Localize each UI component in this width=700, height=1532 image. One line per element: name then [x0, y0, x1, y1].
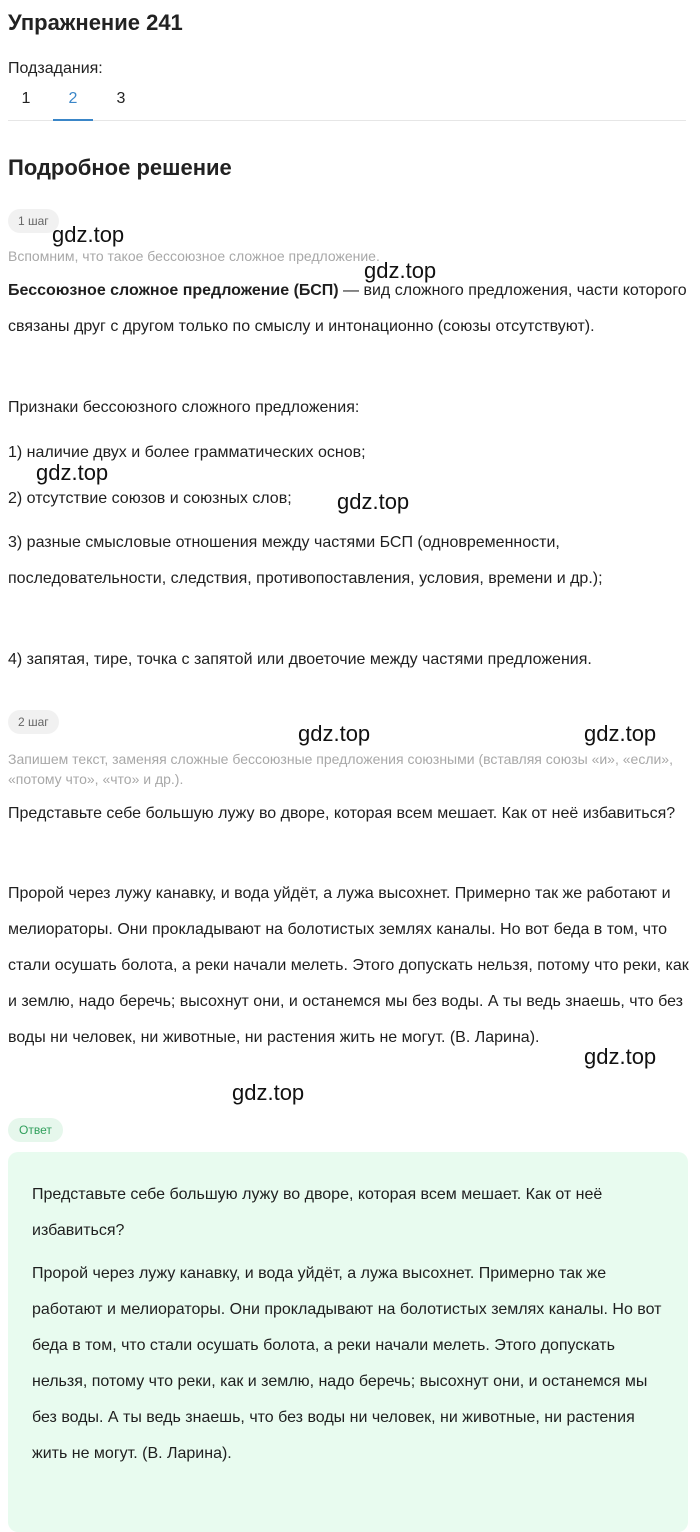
tab-subtask-1[interactable]: 1	[21, 90, 31, 107]
subtask-tabs	[8, 84, 686, 121]
subtasks-label: Подзадания:	[8, 60, 103, 77]
step-2-paragraph: Пророй через лужу канавку, и вода уйдёт, а лужа высохнет. Примерно так же работают и мелиораторы. Они прокладывают на болотистых землях каналы. Но вот беда в том, что стали осушать болота, а реки начали мелеть. Этого допускать нельзя, потому что реки, как и землю, надо беречь; высохнут они, и останемся мы без воды. А ты ведь знаешь, что без воды ни человек, ни животные, ни растения жить не могут. (В. Ларина).	[8, 885, 689, 1046]
step-1-badge: 1 шаг	[8, 209, 59, 233]
signs-title: Признаки бессоюзного сложного предложения:	[8, 399, 360, 416]
watermark: gdz.top	[584, 721, 657, 746]
answer-paragraph: Представьте себе большую лужу во дворе, которая всем мешает. Как от неё избавиться?	[32, 1186, 603, 1239]
watermark: gdz.top	[364, 258, 437, 283]
answer-badge: Ответ	[8, 1118, 63, 1142]
step-1-intro: Вспомним, что такое бессоюзное сложное предложение.	[8, 248, 380, 264]
step-2-paragraph: Представьте себе большую лужу во дворе, которая всем мешает. Как от неё избавиться?	[8, 805, 676, 822]
page-title: Упражнение 241	[8, 10, 183, 35]
definition-term: Бессоюзное сложное предложение (БСП)	[8, 282, 339, 299]
answer-paragraph: Пророй через лужу канавку, и вода уйдёт, а лужа высохнет. Примерно так же работают и мелиораторы. Они прокладывают на болотистых землях каналы. Но вот беда в том, что стали осушать болота, а реки начали мелеть. Этого допускать нельзя, потому что реки, как и землю, надо беречь; высохнут они, и останемся мы без воды. А ты ведь знаешь, что без воды ни человек, ни животные, ни растения жить не могут. (В. Ларина).	[32, 1265, 662, 1462]
watermark: gdz.top	[298, 721, 371, 746]
solution-title: Подробное решение	[8, 155, 232, 180]
sign-item: 2) отсутствие союзов и союзных слов;	[8, 490, 292, 507]
watermark: gdz.top	[52, 222, 125, 247]
step-1-definition	[8, 273, 690, 345]
step-2-badge: 2 шаг	[8, 710, 59, 734]
tab-subtask-3[interactable]: 3	[116, 90, 126, 107]
sign-item: 4) запятая, тире, точка с запятой или двоеточие между частями предложения.	[8, 651, 592, 668]
watermark: gdz.top	[584, 1044, 657, 1069]
step-2-intro: Запишем текст, заменяя сложные бессоюзные предложения союзными (вставляя союзы «и», «если», «потому что», «что» и др.).	[8, 751, 673, 787]
watermark: gdz.top	[232, 1080, 305, 1105]
watermark: gdz.top	[36, 460, 109, 485]
sign-item: 3) разные смысловые отношения между частями БСП (одновременности, последовательности, следствия, противопоставления, условия, времени и др.);	[8, 534, 603, 587]
definition-text: — вид сложного предложения, части которого связаны друг с другом только по смыслу и интонационно (союзы отсутствуют).	[8, 282, 687, 335]
watermark: gdz.top	[337, 489, 410, 514]
sign-item: 1) наличие двух и более грамматических основ;	[8, 444, 366, 461]
tab-subtask-2[interactable]: 2	[55, 90, 91, 118]
